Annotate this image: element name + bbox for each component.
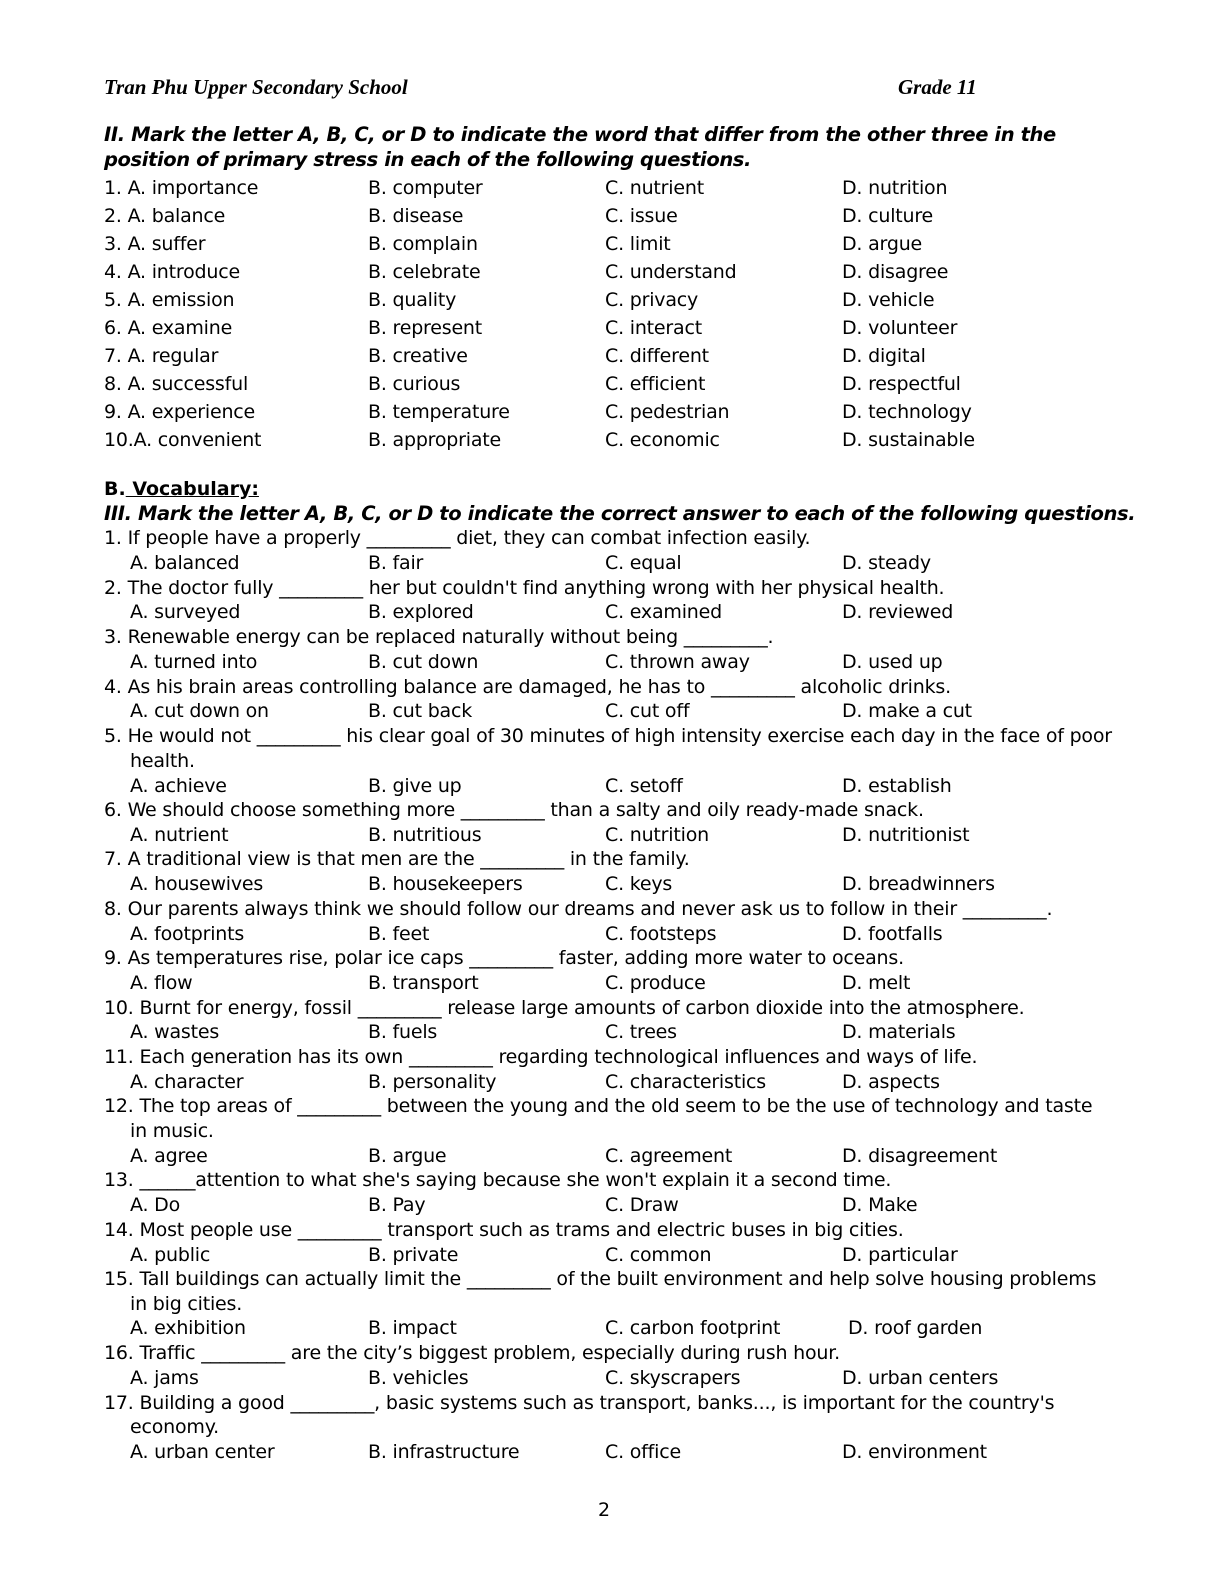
option-d: D. vehicle xyxy=(842,289,935,311)
section-b-title xyxy=(104,477,259,502)
stress-question-row xyxy=(104,176,1114,201)
option-a: A. exhibition xyxy=(130,1317,246,1339)
option-d: D. digital xyxy=(842,345,926,367)
question-text-continued: economy. xyxy=(130,1416,219,1438)
option-d: D. nutritionist xyxy=(842,824,970,846)
option-b: B. celebrate xyxy=(368,261,481,283)
option-a: A. jams xyxy=(130,1367,199,1389)
option-c: C. trees xyxy=(605,1021,677,1043)
option-c: C. nutrition xyxy=(605,824,709,846)
option-d: D. materials xyxy=(842,1021,956,1043)
option-d: D. aspects xyxy=(842,1071,940,1093)
question-text-continued: health. xyxy=(130,750,195,772)
option-a: A. nutrient xyxy=(130,824,229,846)
option-a: 7. A. regular xyxy=(104,345,219,367)
option-c: C. characteristics xyxy=(605,1071,766,1093)
question-text: 14. Most people use _________ transport such as trams and electric buses in big cities. xyxy=(104,1219,904,1241)
option-a: 6. A. examine xyxy=(104,317,233,339)
option-c: C. equal xyxy=(605,552,682,574)
option-b: B. housekeepers xyxy=(368,873,523,895)
question-text: 6. We should choose something more _________ than a salty and oily ready-made snack. xyxy=(104,799,924,821)
stress-question-row xyxy=(104,232,1114,257)
option-d: D. sustainable xyxy=(842,429,975,451)
option-c: C. pedestrian xyxy=(605,401,730,423)
option-b: B. vehicles xyxy=(368,1367,469,1389)
option-d: D. roof garden xyxy=(848,1317,983,1339)
option-d: D. breadwinners xyxy=(842,873,995,895)
option-a: 9. A. experience xyxy=(104,401,256,423)
question-text: 17. Building a good _________, basic systems such as transport, banks..., is important for the country's xyxy=(104,1392,1055,1414)
option-d: D. footfalls xyxy=(842,923,943,945)
option-b: B. feet xyxy=(368,923,430,945)
option-c: C. efficient xyxy=(605,373,706,395)
stress-question-row xyxy=(104,288,1114,313)
section-2-heading-line-2: position of primary stress in each of the following questions. xyxy=(104,148,752,171)
answer-options xyxy=(130,1144,1120,1169)
grade-label: Grade 11 xyxy=(898,75,977,99)
option-c: C. economic xyxy=(605,429,720,451)
answer-options xyxy=(130,823,1120,848)
option-a: A. urban center xyxy=(130,1441,275,1463)
answer-options xyxy=(130,1440,1120,1465)
option-b: B. cut down xyxy=(368,651,479,673)
option-b: B. argue xyxy=(368,1145,447,1167)
answer-options xyxy=(130,922,1120,947)
school-name: Tran Phu Upper Secondary School xyxy=(104,75,408,99)
answer-options xyxy=(130,971,1120,996)
option-a: A. surveyed xyxy=(130,601,241,623)
question-text-continued: in music. xyxy=(130,1120,214,1142)
question-text: 11. Each generation has its own _________ regarding technological influences and ways of life. xyxy=(104,1046,978,1068)
option-b: B. infrastructure xyxy=(368,1441,520,1463)
option-b: B. Pay xyxy=(368,1194,426,1216)
option-b: B. represent xyxy=(368,317,483,339)
option-a: A. wastes xyxy=(130,1021,220,1043)
option-c: C. common xyxy=(605,1244,712,1266)
section-b-prefix: B. xyxy=(104,478,126,500)
question-text: 2. The doctor fully _________ her but couldn't find anything wrong with her physical health. xyxy=(104,577,945,599)
option-c: C. carbon footprint xyxy=(605,1317,781,1339)
stress-question-row xyxy=(104,344,1114,369)
option-c: C. produce xyxy=(605,972,706,994)
option-c: C. footsteps xyxy=(605,923,717,945)
option-a: A. character xyxy=(130,1071,244,1093)
option-b: B. temperature xyxy=(368,401,510,423)
option-a: A. Do xyxy=(130,1194,180,1216)
answer-options xyxy=(130,774,1120,799)
option-c: C. understand xyxy=(605,261,737,283)
question-text: 15. Tall buildings can actually limit the _________ of the built environment and help solve housing problems xyxy=(104,1268,1097,1290)
answer-options xyxy=(130,600,1120,625)
option-d: D. environment xyxy=(842,1441,987,1463)
option-b: B. nutritious xyxy=(368,824,482,846)
option-b: B. impact xyxy=(368,1317,457,1339)
option-b: B. complain xyxy=(368,233,478,255)
option-d: D. used up xyxy=(842,651,943,673)
vocabulary-title: Vocabulary: xyxy=(125,478,259,500)
question-text: 5. He would not _________ his clear goal of 30 minutes of high intensity exercise each day in the face of poor xyxy=(104,725,1112,747)
answer-options xyxy=(130,650,1120,675)
answer-options xyxy=(130,1020,1120,1045)
option-a: 4. A. introduce xyxy=(104,261,240,283)
answer-options xyxy=(130,1193,1120,1218)
option-a: A. flow xyxy=(130,972,193,994)
page-number: 2 xyxy=(598,1499,611,1521)
option-c: C. agreement xyxy=(605,1145,733,1167)
option-b: B. disease xyxy=(368,205,464,227)
option-c: C. Draw xyxy=(605,1194,679,1216)
question-text: 4. As his brain areas controlling balance are damaged, he has to _________ alcoholic drinks. xyxy=(104,676,951,698)
option-d: D. technology xyxy=(842,401,972,423)
option-d: D. make a cut xyxy=(842,700,972,722)
option-b: B. give up xyxy=(368,775,462,797)
option-d: D. steady xyxy=(842,552,931,574)
option-a: A. cut down on xyxy=(130,700,269,722)
option-b: B. quality xyxy=(368,289,457,311)
question-text-continued: in big cities. xyxy=(130,1293,243,1315)
question-text: 12. The top areas of _________ between the young and the old seem to be the use of technology and taste xyxy=(104,1095,1093,1117)
option-d: D. volunteer xyxy=(842,317,958,339)
option-a: A. public xyxy=(130,1244,211,1266)
option-c: C. privacy xyxy=(605,289,699,311)
answer-options xyxy=(130,1316,1120,1341)
option-a: 3. A. suffer xyxy=(104,233,206,255)
option-a: A. agree xyxy=(130,1145,208,1167)
question-text: 10. Burnt for energy, fossil _________ release large amounts of carbon dioxide into the atmosphere. xyxy=(104,997,1025,1019)
option-a: 8. A. successful xyxy=(104,373,249,395)
option-c: C. nutrient xyxy=(605,177,704,199)
option-a: A. housewives xyxy=(130,873,264,895)
option-d: D. establish xyxy=(842,775,952,797)
option-b: B. private xyxy=(368,1244,459,1266)
option-b: B. fair xyxy=(368,552,424,574)
option-d: D. disagree xyxy=(842,261,949,283)
answer-options xyxy=(130,1366,1120,1391)
question-text: 7. A traditional view is that men are the _________ in the family. xyxy=(104,848,690,870)
option-d: D. respectful xyxy=(842,373,961,395)
question-text: 16. Traffic _________ are the city’s biggest problem, especially during rush hour. xyxy=(104,1342,840,1364)
option-b: B. explored xyxy=(368,601,474,623)
option-d: D. disagreement xyxy=(842,1145,998,1167)
option-d: D. Make xyxy=(842,1194,918,1216)
answer-options xyxy=(130,699,1120,724)
option-c: C. setoff xyxy=(605,775,683,797)
option-d: D. melt xyxy=(842,972,911,994)
question-text: 8. Our parents always think we should follow our dreams and never ask us to follow in their _________. xyxy=(104,898,1053,920)
question-text: 9. As temperatures rise, polar ice caps _________ faster, adding more water to oceans. xyxy=(104,947,904,969)
stress-question-row xyxy=(104,204,1114,229)
option-b: B. appropriate xyxy=(368,429,502,451)
option-c: C. skyscrapers xyxy=(605,1367,741,1389)
option-b: B. cut back xyxy=(368,700,473,722)
option-a: 1. A. importance xyxy=(104,177,259,199)
question-text: 3. Renewable energy can be replaced naturally without being _________. xyxy=(104,626,774,648)
option-c: C. thrown away xyxy=(605,651,750,673)
option-b: B. transport xyxy=(368,972,479,994)
stress-question-row xyxy=(104,372,1114,397)
stress-question-row xyxy=(104,316,1114,341)
option-c: C. examined xyxy=(605,601,722,623)
option-a: 2. A. balance xyxy=(104,205,226,227)
option-c: C. keys xyxy=(605,873,673,895)
answer-options xyxy=(130,1070,1120,1095)
option-a: A. balanced xyxy=(130,552,240,574)
option-b: B. computer xyxy=(368,177,483,199)
option-b: B. curious xyxy=(368,373,461,395)
answer-options xyxy=(130,1243,1120,1268)
option-a: 5. A. emission xyxy=(104,289,235,311)
option-c: C. interact xyxy=(605,317,702,339)
option-a: A. footprints xyxy=(130,923,245,945)
section-3-heading: III. Mark the letter A, B, C, or D to indicate the correct answer to each of the following questions. xyxy=(104,502,1136,525)
option-d: D. argue xyxy=(842,233,923,255)
option-c: C. different xyxy=(605,345,709,367)
option-d: D. nutrition xyxy=(842,177,948,199)
question-text: 1. If people have a properly _________ diet, they can combat infection easily. xyxy=(104,527,811,549)
option-c: C. issue xyxy=(605,205,678,227)
option-b: B. fuels xyxy=(368,1021,438,1043)
option-b: B. personality xyxy=(368,1071,497,1093)
option-a: A. achieve xyxy=(130,775,227,797)
option-c: C. limit xyxy=(605,233,671,255)
option-c: C. office xyxy=(605,1441,681,1463)
option-d: D. particular xyxy=(842,1244,958,1266)
option-b: B. creative xyxy=(368,345,468,367)
stress-question-row xyxy=(104,260,1114,285)
option-d: D. urban centers xyxy=(842,1367,999,1389)
section-2-heading-line-1: II. Mark the letter A, B, C, or D to indicate the word that differ from the other three in the xyxy=(104,123,1056,146)
question-text: 13. ______attention to what she's saying because she won't explain it a second time. xyxy=(104,1169,892,1191)
stress-question-row xyxy=(104,400,1114,425)
answer-options xyxy=(130,551,1120,576)
option-a: 10.A. convenient xyxy=(104,429,262,451)
option-c: C. cut off xyxy=(605,700,690,722)
stress-question-row xyxy=(104,428,1114,453)
answer-options xyxy=(130,872,1120,897)
option-a: A. turned into xyxy=(130,651,258,673)
option-d: D. reviewed xyxy=(842,601,954,623)
option-d: D. culture xyxy=(842,205,934,227)
